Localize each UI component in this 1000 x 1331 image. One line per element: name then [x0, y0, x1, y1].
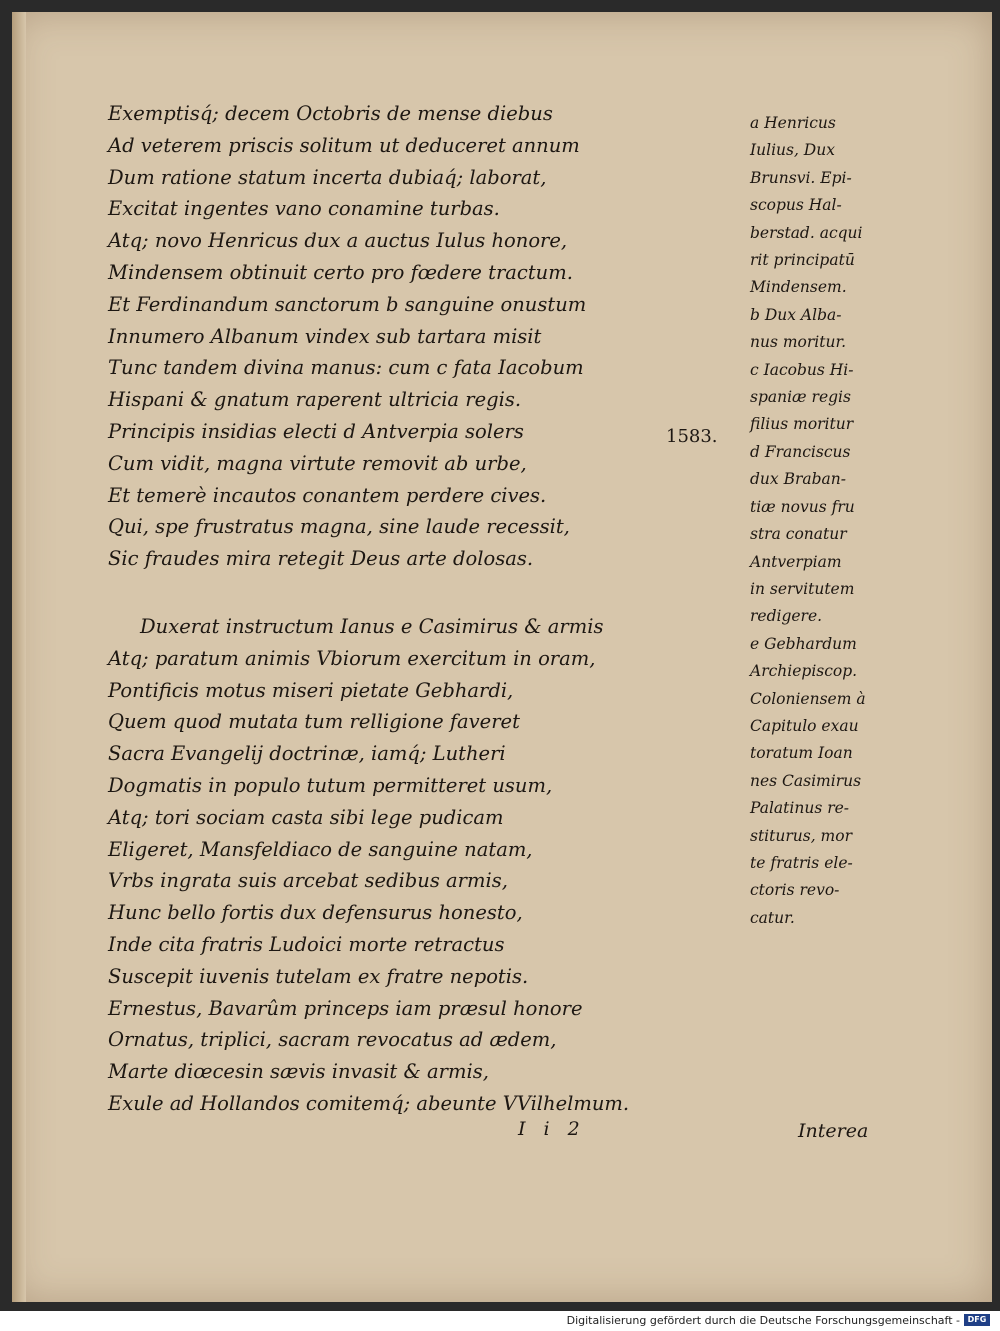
margin-notes	[750, 110, 890, 932]
margin-note-line: b Dux Alba-	[750, 305, 842, 324]
year-marginal-note: 1583.	[666, 426, 718, 447]
stanza-gap	[108, 575, 688, 611]
margin-note-line: Iulius, Dux	[750, 141, 835, 160]
verse-line: Atq; tori sociam casta sibi lege pudicam	[108, 805, 504, 829]
verse-line: Vrbs ingrata suis arcebat sedibus armis,	[108, 869, 508, 893]
verse-line: Exule ad Hollandos comitemq́; abeunte VVilhelmum.	[108, 1091, 630, 1115]
margin-note-line: tiæ novus fru	[750, 497, 855, 516]
verse-line: Dum ratione statum incerta dubiaq́; laborat,	[108, 165, 547, 189]
margin-note-line: Mindensem.	[750, 278, 847, 297]
margin-note-line: Archiepiscop.	[750, 662, 858, 681]
verse-line: Exemptisq́; decem Octobris de mense diebus	[108, 102, 553, 125]
verse-line: Suscepit iuvenis tutelam ex fratre nepotis.	[108, 964, 529, 988]
verse-line: Eligeret, Mansfeldiaco de sanguine natam,	[108, 837, 533, 861]
verse-line: Inde cita fratris Ludoici morte retractus	[108, 932, 505, 956]
margin-note-line: e Gebhardum	[750, 634, 857, 653]
margin-note-line: scopus Hal-	[750, 196, 842, 215]
margin-note-line: dux Braban-	[750, 470, 846, 489]
verse-line: Pontificis motus miseri pietate Gebhardi,	[108, 678, 514, 702]
margin-note-line: filius moritur	[750, 415, 854, 434]
verse-line: Marte diœcesin sævis invasit & armis,	[108, 1060, 489, 1084]
verse-line: Sacra Evangelij doctrinæ, iamq́; Lutheri	[108, 742, 506, 766]
verse-line: Principis insidias electi d Antverpia solers	[108, 419, 524, 443]
verse-line: Excitat ingentes vano conamine turbas.	[108, 197, 500, 221]
margin-note-line: a Henricus	[750, 114, 836, 132]
margin-note-line: nus moritur.	[750, 333, 847, 352]
margin-note-line: Palatinus re-	[750, 799, 850, 818]
page-signature: I i 2	[518, 1118, 586, 1140]
verse-line: Atq; paratum animis Vbiorum exercitum in oram,	[108, 646, 596, 670]
dfg-logo: DFG	[964, 1314, 990, 1326]
verse-line: Hunc bello fortis dux defensurus honesto,	[108, 901, 523, 925]
margin-note-line: Coloniensem à	[750, 689, 866, 708]
verse-line: Cum vidit, magna virtute removit ab urbe,	[108, 451, 527, 475]
margin-note-line: berstad. acqui	[750, 223, 863, 242]
verse-line: Et Ferdinandum sanctorum b sanguine onustum	[108, 292, 587, 316]
margin-note-line: ctoris revo-	[750, 881, 840, 900]
verse-line: Quem quod mutata tum relligione faveret	[108, 710, 520, 734]
book-page	[12, 12, 992, 1302]
margin-note-line: Brunsvi. Epi-	[750, 168, 852, 187]
margin-note-line: toratum Ioan	[750, 744, 853, 763]
verse-line: Duxerat instructum Ianus e Casimirus & armis	[140, 614, 604, 638]
verse-line: Ad veterem priscis solitum ut deduceret annum	[108, 133, 580, 157]
margin-note-line: in servitutem	[750, 579, 855, 598]
verse-line: Qui, spe frustratus magna, sine laude recessit,	[108, 515, 570, 539]
verse-line: Ernestus, Bavarûm princeps iam præsul honore	[108, 996, 583, 1020]
digitization-credit: Digitalisierung gefördert durch die Deutsche Forschungsgemeinschaft -	[566, 1314, 960, 1327]
verse-line: Mindensem obtinuit certo pro fœdere tractum.	[108, 260, 573, 284]
margin-note-line: catur.	[750, 908, 795, 927]
margin-note-line: rit principatū	[750, 251, 855, 270]
margin-note-line: stiturus, mor	[750, 826, 852, 845]
margin-note-line: redigere.	[750, 607, 823, 626]
verse-line: Tunc tandem divina manus: cum c fata Iacobum	[108, 356, 584, 380]
margin-note-line: te fratris ele-	[750, 853, 853, 872]
margin-note-line: Antverpiam	[750, 552, 842, 571]
margin-note-line: c Iacobus Hi-	[750, 360, 854, 379]
margin-note-line: d Franciscus	[750, 442, 851, 461]
verse-line: Dogmatis in populo tutum permitteret usum,	[108, 773, 553, 797]
margin-note-line: spaniæ regis	[750, 388, 851, 407]
verse-line: Sic fraudes mira retegit Deus arte dolosas.	[108, 547, 534, 571]
verse-line: Innumero Albanum vindex sub tartara misit	[108, 324, 542, 348]
catchword: Interea	[798, 1120, 869, 1142]
verse-line: Ornatus, triplici, sacram revocatus ad ædem,	[108, 1028, 557, 1052]
margin-note-line: nes Casimirus	[750, 771, 862, 790]
verse-line: Hispani & gnatum raperent ultricia regis.	[108, 388, 522, 412]
margin-note-line: stra conatur	[750, 525, 847, 544]
margin-note-line: Capitulo exau	[750, 716, 859, 735]
main-verse-text	[108, 98, 688, 1120]
verse-line: Atq; novo Henricus dux a auctus Iulus honore,	[108, 229, 568, 253]
verse-line: Et temerè incautos conantem perdere cives.	[108, 483, 547, 507]
